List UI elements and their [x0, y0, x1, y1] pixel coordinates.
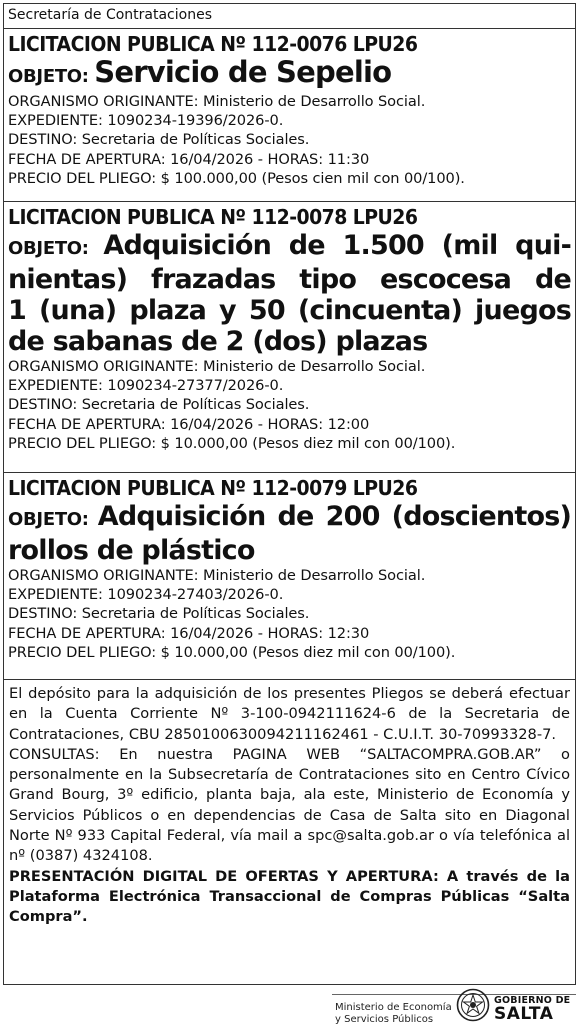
consultas-text: CONSULTAS: En nuestra PAGINA WEB “SALTACOMPRA.GOB.AR” o personalmente en la Subsecretaría de Contrataciones sito en Centro Cívico Grand Bourg, 3º edificio, planta baja, ala este, Ministerio de Economía y Servicios Públicos o en dependencias de Casa de Salta sito en Diagonal Norte Nº 933 Capital Federal, vía mail a spc@salta.gob.ar o vía telefónica al nº (0387) 4324108.: [9, 745, 570, 865]
expediente: EXPEDIENTE: 1090234-27377/2026-0.: [8, 377, 284, 395]
objeto: [8, 57, 571, 92]
destino: DESTINO: Secretaria de Políticas Sociales.: [8, 131, 310, 149]
ministerio-label: [335, 1002, 452, 1024]
licitacion-0078: [4, 205, 575, 473]
objeto-label: OBJETO:: [8, 66, 89, 87]
salta-logo-text: SALTA: [494, 1004, 554, 1024]
objeto-label: OBJETO:: [8, 509, 89, 530]
objeto-text-line-2: nientas) frazadas tipo escocesa de: [8, 264, 571, 295]
objeto-text-line-1: Adquisición de 1.500 (mil qui-: [103, 230, 571, 261]
objeto-text-line-1: Adquisición de 200 (doscientos): [97, 501, 571, 532]
licitacion-0076: [4, 32, 575, 202]
licitacion-title: LICITACION PUBLICA Nº 112-0078 LPU26: [8, 205, 418, 229]
precio-pliego: PRECIO DEL PLIEGO: $ 10.000,00 (Pesos diez mil con 00/100).: [8, 434, 456, 452]
fecha-apertura: FECHA DE APERTURA: 16/04/2026 - HORAS: 12:30: [8, 624, 370, 642]
organismo: ORGANISMO ORIGINANTE: Ministerio de Desarrollo Social.: [8, 567, 426, 584]
objeto-text: Servicio de Sepelio: [94, 55, 392, 89]
objeto-label: OBJETO:: [8, 238, 89, 259]
destino: DESTINO: Secretaria de Políticas Sociales.: [8, 605, 310, 623]
presentacion-text: PRESENTACIÓN DIGITAL DE OFERTAS Y APERTURA: A través de la Plataforma Electrónica Transaccional de Compras Públicas “Salta Compra”.: [9, 867, 570, 926]
objeto-text-line-2: rollos de plástico: [8, 535, 255, 566]
destino: DESTINO: Secretaria de Políticas Sociales.: [8, 396, 310, 414]
precio-pliego: PRECIO DEL PLIEGO: $ 100.000,00 (Pesos cien mil con 00/100).: [8, 169, 465, 187]
licitacion-title: LICITACION PUBLICA Nº 112-0076 LPU26: [8, 32, 418, 56]
footer: [0, 986, 579, 1024]
precio-pliego: PRECIO DEL PLIEGO: $ 10.000,00 (Pesos diez mil con 00/100).: [8, 643, 456, 661]
expediente: EXPEDIENTE: 1090234-19396/2026-0.: [8, 112, 284, 130]
organismo: ORGANISMO ORIGINANTE: Ministerio de Desarrollo Social.: [8, 358, 426, 375]
fecha-apertura: FECHA DE APERTURA: 16/04/2026 - HORAS: 12:00: [8, 415, 370, 433]
objeto: [8, 230, 571, 357]
licitacion-title: LICITACION PUBLICA Nº 112-0079 LPU26: [8, 476, 418, 500]
notice-frame: [3, 3, 576, 985]
fecha-apertura: FECHA DE APERTURA: 16/04/2026 - HORAS: 11:30: [8, 150, 370, 168]
section-header: Secretaría de Contrataciones: [4, 4, 575, 29]
objeto-text-line-3: 1 (una) plaza y 50 (cincuenta) juegos: [8, 295, 571, 326]
ministerio-line-1: Ministerio de Economía: [335, 1002, 452, 1013]
licitacion-0079: [4, 476, 575, 680]
salta-seal-icon: [456, 988, 490, 1022]
ministerio-line-2: y Servicios Públicos: [335, 1014, 434, 1024]
objeto-text-line-4: de sabanas de 2 (dos) plazas: [8, 326, 428, 357]
notes: [4, 680, 575, 928]
organismo: ORGANISMO ORIGINANTE: Ministerio de Desarrollo Social.: [8, 93, 426, 110]
gobierno-label: GOBIERNO DE: [494, 995, 571, 1006]
expediente: EXPEDIENTE: 1090234-27403/2026-0.: [8, 586, 284, 604]
objeto: [8, 501, 571, 566]
deposito-text: El depósito para la adquisición de los presentes Pliegos se deberá efectuar en la Cuenta Corriente Nº 3-100-0942111624-6 de la Secretaria de Contrataciones, CBU 2850100630094211162461 - C.U.I.T. 30-70993328-7.: [9, 685, 570, 743]
